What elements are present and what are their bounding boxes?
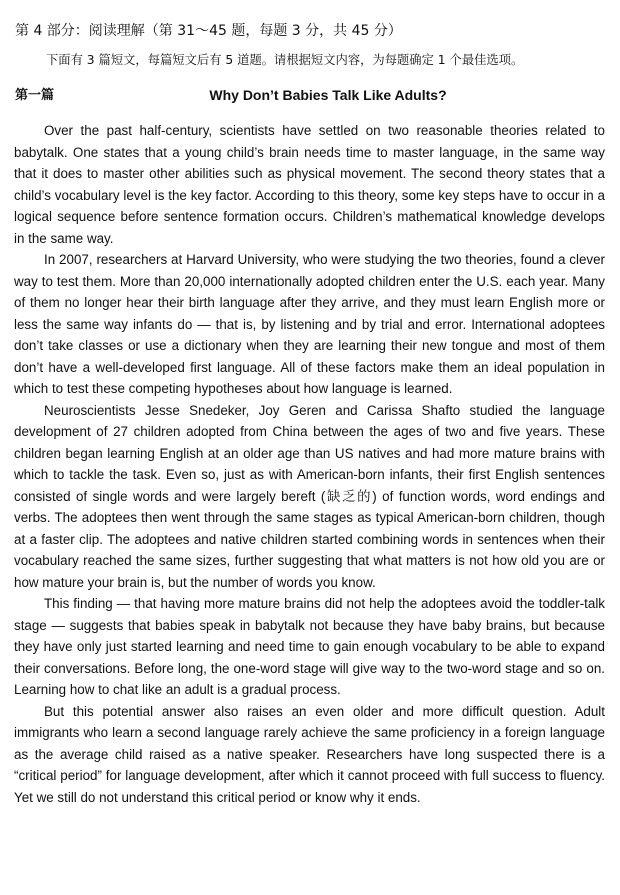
paragraph-2: In 2007, researchers at Harvard University, who were studying the two theories, found a clever way to test them. More than 20,000 internationally adopted children enter the U.S. each year. Many of them no longer hear their birth language after they arrive, and they must learn English more or less the same way infants do — that is, by listening and by trial and error. International adoptees don’t take classes or use a dictionary when they are learning their new tongue and most of them don’t have a well-developed first language. All of these factors make them an ideal population in which to test these competing hypotheses about how language is learned. <box>14 252 605 396</box>
paragraph-5: But this potential answer also raises an even older and more difficult question. Adult immigrants who learn a second language rarely achieve the same proficiency in a foreign language as the average child raised as a native speaker. Researchers have long suspected there is a “critical period” for language development, after which it cannot proceed with full success to fluency. Yet we still do not understand this critical period or know why it ends. <box>14 703 605 805</box>
paragraph-4: This finding — that having more mature brains did not help the adoptees avoid the toddler-talk stage — suggests that babies speak in babytalk not because they have baby brains, but because they have only just started learning and need time to gain enough vocabulary to be able to expand their conversations. Before long, the one-word stage will give way to the two-word stage and so on. Learning how to chat like an adult is a gradual process. <box>14 596 605 697</box>
instructions: 下面有 3 篇短文，每篇短文后有 5 道题。请根据短文内容，为每题确定 1 个最佳选项。 <box>46 53 524 67</box>
passage-label: 第一篇 <box>15 88 55 103</box>
section-title: 第 4 部分：阅读理解（第 31～45 题，每题 3 分，共 45 分） <box>15 23 402 39</box>
passage-title: Why Don’t Babies Talk Like Adults? <box>209 87 447 103</box>
paragraph-3: Neuroscientists Jesse Snedeker, Joy Geren and Carissa Shafto studied the language development of 27 children adopted from China between the ages of two and five years. These children began learning English at an older age than US natives and had more mature brains with which to tackle the task. Even so, just as with American-born infants, their first English sentences consisted of single words and were largely bereft (缺乏的) of function words, word endings and verbs. The adoptees then went through the same stages as typical American-born children, though at a faster clip. The adoptees and native children started combining words in sentences when their vocabulary reached the same sizes, further suggesting that what matters is not how old you are or how mature your brain is, but the number of words you know. <box>14 402 605 590</box>
paragraph-1: Over the past half-century, scientists have settled on two reasonable theories related to babytalk. One states that a young child’s brain needs time to master language, in the same way that it does to master other abilities such as physical movement. The second theory states that a child’s vocabulary level is the key factor. According to this theory, some key steps have to occur in a logical sequence before sentence formation occurs. Children’s mathematical knowledge develops in the same way. <box>14 123 605 246</box>
passage-body <box>14 120 605 808</box>
